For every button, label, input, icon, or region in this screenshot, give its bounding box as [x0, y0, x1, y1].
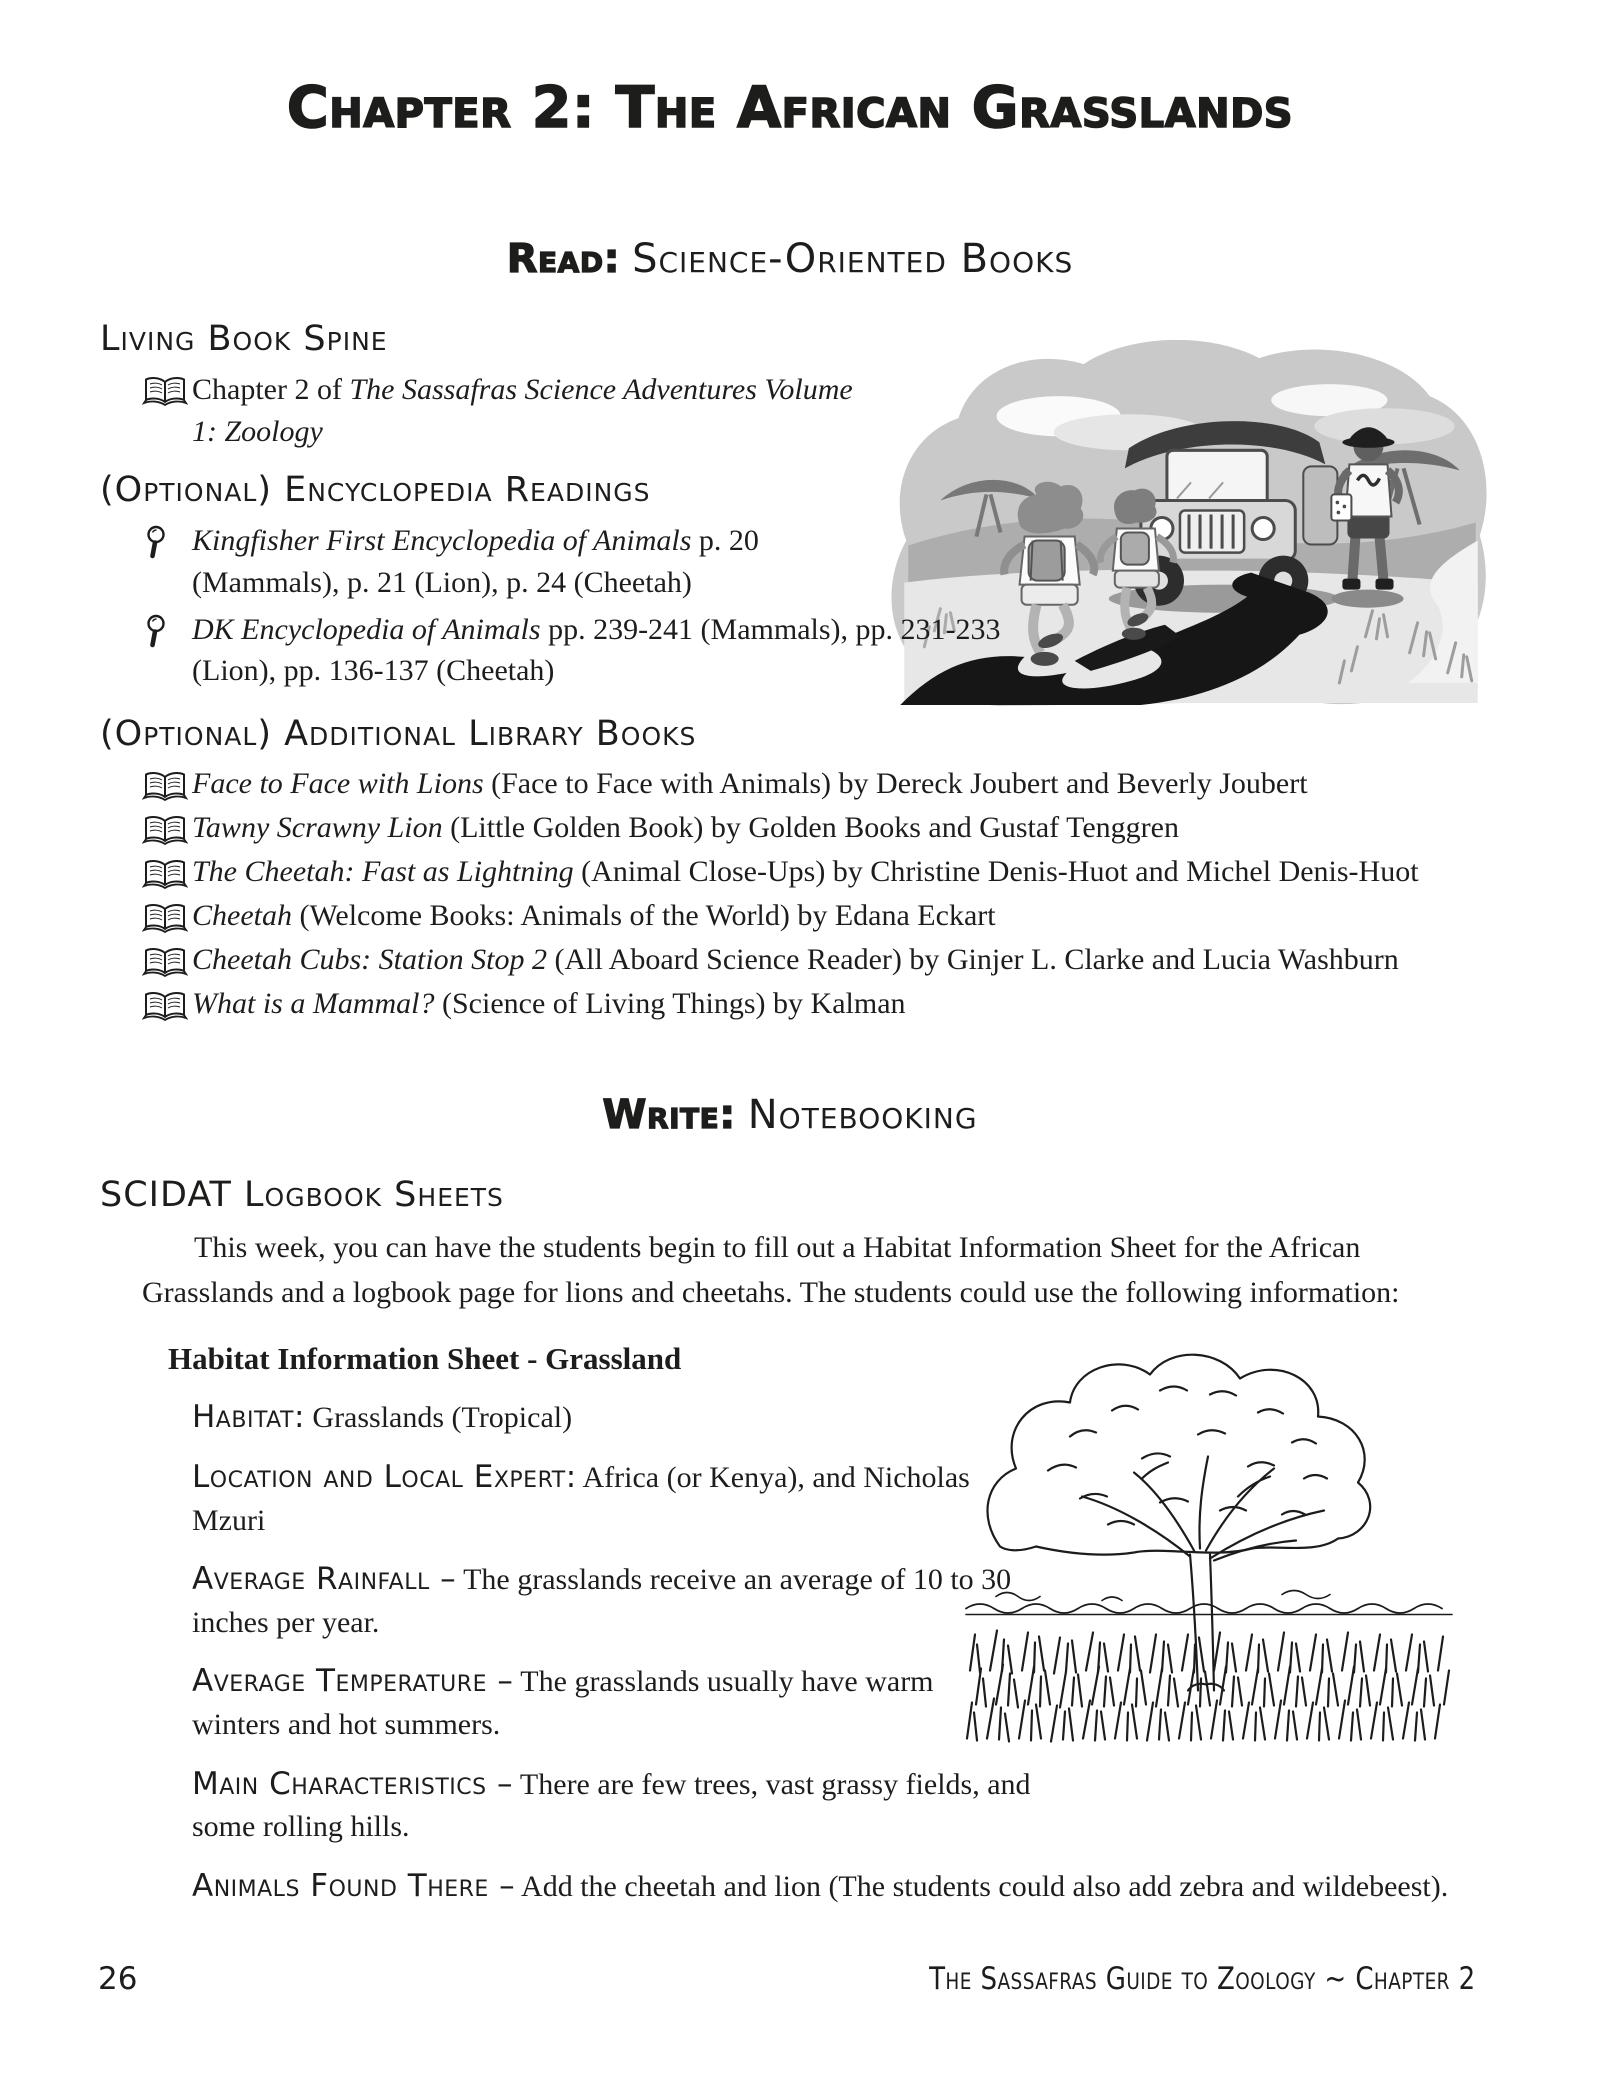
library-book-detail: (All Aboard Science Reader) by Ginjer L. Clarke and Lucia Washburn — [547, 943, 1399, 977]
library-book-title: Face to Face with Lions — [192, 767, 484, 801]
encyclopedia-item-text — [192, 520, 832, 603]
encyclopedia-pages: p. 20 (Mammals), p. 21 (Lion), p. 24 (Cheetah) — [192, 524, 759, 599]
library-book-item — [100, 896, 1480, 935]
habitat-entry — [192, 1395, 1480, 1440]
chapter-title: Chapter 2: The African Grasslands — [286, 75, 1294, 141]
habitat-entry-label: Average Temperature – — [192, 1663, 514, 1700]
library-book-title: Cheetah — [192, 899, 292, 933]
library-book-item — [100, 940, 1480, 979]
habitat-entry-text: The grasslands receive an average of 10 to 30 inches per year. — [192, 1563, 1012, 1639]
library-books-heading: (Optional) Additional Library Books — [100, 713, 697, 754]
library-book-title: Tawny Scrawny Lion — [192, 811, 443, 845]
magnifier-icon — [142, 609, 192, 648]
read-section-heading — [100, 236, 1480, 282]
open-book-icon — [142, 940, 192, 979]
habitat-entry-text: Grasslands (Tropical) — [312, 1401, 573, 1435]
habitat-entry-text: Africa (or Kenya), and Nicholas Mzuri — [192, 1460, 970, 1537]
library-book-text — [192, 808, 1179, 847]
encyclopedia-title: DK Encyclopedia of Animals — [192, 613, 541, 647]
read-label: Read: — [506, 236, 621, 282]
living-book-spine-heading: Living Book Spine — [100, 319, 388, 359]
scidat-logbook-heading: SCIDAT Logbook Sheets — [100, 1175, 504, 1216]
habitat-entry-label: Location and Local Expert: — [192, 1458, 577, 1495]
encyclopedia-item-text — [192, 609, 1062, 692]
habitat-entry — [192, 1659, 992, 1746]
habitat-entry-text: The grasslands usually have warm winters and hot summers. — [192, 1665, 934, 1741]
open-book-icon — [142, 764, 192, 803]
library-book-title: What is a Mammal? — [192, 987, 435, 1021]
open-book-icon — [142, 369, 192, 408]
encyclopedia-pages: pp. 239-241 (Mammals), pp. 231-233 (Lion), pp. 136-137 (Cheetah) — [192, 613, 1001, 688]
library-book-detail: (Welcome Books: Animals of the World) by Edana Eckart — [291, 899, 996, 933]
footer-running-title: The Sassafras Guide to Zoology ~ Chapter 2 — [929, 1961, 1476, 1997]
habitat-entry-label: Habitat: — [192, 1399, 305, 1436]
habitat-entry — [192, 1557, 1042, 1644]
habitat-entry — [192, 1864, 1480, 1909]
habitat-entry-text: There are few trees, vast grassy fields, and some rolling hills. — [192, 1767, 1031, 1844]
habitat-entry — [192, 1762, 1062, 1849]
habitat-entry — [192, 1455, 982, 1542]
write-label: Write: — [602, 1092, 736, 1139]
write-subtitle: Notebooking — [747, 1092, 978, 1139]
library-book-text — [192, 940, 1399, 979]
open-book-icon — [142, 808, 192, 847]
open-book-icon — [142, 896, 192, 935]
library-book-detail: (Little Golden Book) by Golden Books and Gustaf Tenggren — [442, 811, 1179, 845]
library-book-detail: (Science of Living Things) by Kalman — [434, 987, 906, 1021]
open-book-icon — [142, 984, 192, 1023]
library-book-item — [100, 984, 1480, 1023]
library-book-text — [192, 764, 1308, 803]
encyclopedia-item — [100, 609, 1480, 692]
habitat-entry-text: Add the cheetah and lion (The students could also add zebra and wildebeest). — [521, 1869, 1449, 1903]
page-number: 26 — [98, 1961, 138, 1997]
library-book-item — [100, 764, 1480, 803]
library-book-item — [100, 808, 1480, 847]
habitat-entry-label: Animals Found There – — [192, 1867, 516, 1904]
write-section-heading — [100, 1092, 1480, 1139]
read-subtitle: Science-Oriented Books — [632, 236, 1074, 282]
encyclopedia-title: Kingfisher First Encyclopedia of Animals — [192, 524, 692, 558]
spine-book-item — [100, 369, 1480, 452]
habitat-entry-label: Main Characteristics – — [192, 1765, 513, 1802]
library-book-title: Cheetah Cubs: Station Stop 2 — [192, 943, 547, 977]
encyclopedia-item — [100, 520, 1480, 603]
scidat-intro-paragraph: This week, you can have the students begin to fill out a Habitat Information Sheet for the African Grasslands and a logbook page for lions and cheetahs. The students could use the following information: — [142, 1231, 1400, 1310]
habitat-sheet-heading: Habitat Information Sheet - Grassland — [168, 1341, 682, 1377]
library-book-item — [100, 852, 1480, 891]
library-book-text — [192, 896, 996, 935]
open-book-icon — [142, 852, 192, 891]
library-book-text — [192, 984, 906, 1023]
library-book-detail: (Animal Close-Ups) by Christine Denis-Huot and Michel Denis-Huot — [573, 855, 1419, 889]
library-book-text — [192, 852, 1419, 891]
habitat-entry-label: Average Rainfall – — [192, 1561, 457, 1598]
magnifier-icon — [142, 520, 192, 559]
encyclopedia-readings-heading: (Optional) Encyclopedia Readings — [100, 470, 651, 511]
library-book-detail: (Face to Face with Animals) by Dereck Joubert and Beverly Joubert — [483, 767, 1308, 801]
spine-book-title: The Sassafras Science Adventures Volume 1: Zoology — [192, 373, 853, 448]
spine-book-text — [192, 369, 872, 452]
library-book-title: The Cheetah: Fast as Lightning — [192, 855, 574, 889]
spine-book-prefix: Chapter 2 of — [192, 373, 350, 407]
